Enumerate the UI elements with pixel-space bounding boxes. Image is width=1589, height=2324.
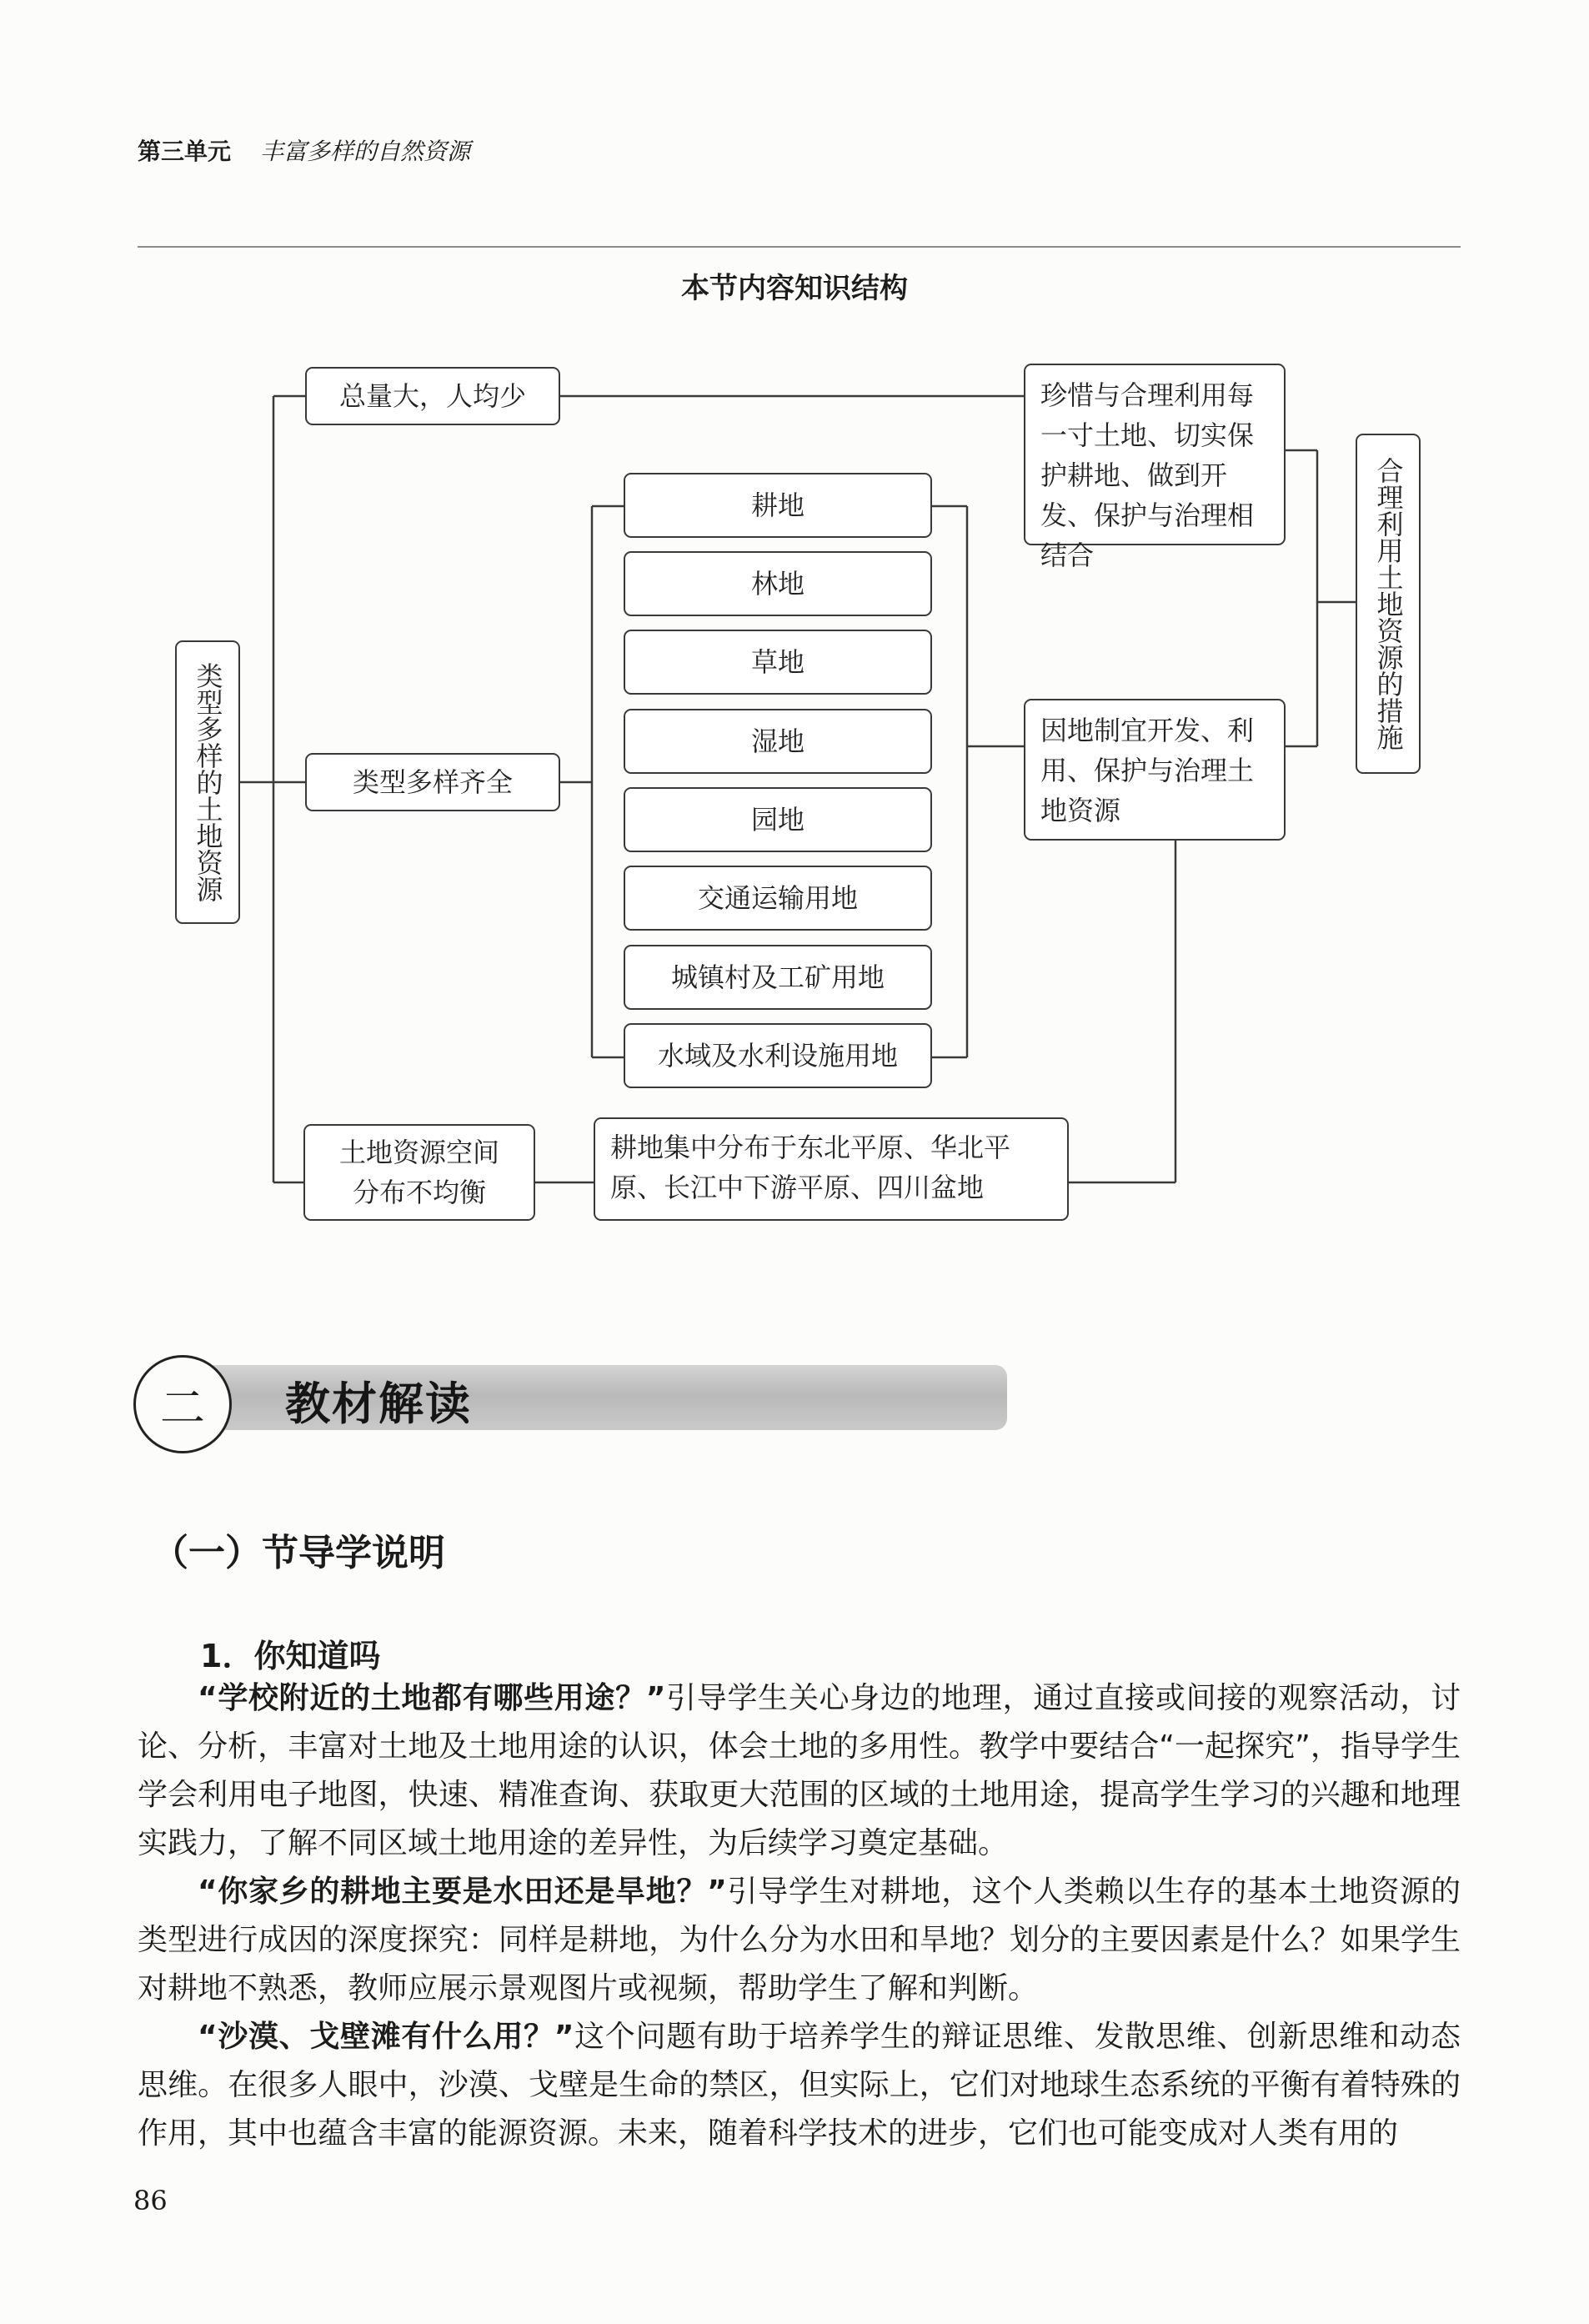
land-type-item: 城镇村及工矿用地 [624,945,932,1010]
subsection-title: （一）节导学说明 [152,1532,445,1574]
root-node: 类型多样的土地资源 [175,640,240,924]
land-type-item: 草地 [624,630,932,695]
diagram-title: 本节内容知识结构 [681,272,908,305]
land-type-item: 水域及水利设施用地 [624,1023,932,1088]
paragraph: “你家乡的耕地主要是水田还是旱地？”引导学生对耕地，这个人类赖以生存的基本土地资源的类型进行成因的深度探究：同样是耕地，为什么分为水田和旱地？划分的主要因素是什么？如果学生对耕地不熟悉，教师应展示景观图片或视频，帮助学生了解和判断。 [138,1875,1461,2005]
paragraph: “学校附近的土地都有哪些用途？”引导学生关心身边的地理，通过直接或间接的观察活动，讨论、分析，丰富对土地及土地用途的认识，体会土地的多用性。教学中要结合“一起探究”，指导学生学会利用电子地图，快速、精准查询、获取更大范围的区域的土地用途，提高学生学习的兴趣和地理实践力，了解不同区域土地用途的差异性，为后续学习奠定基础。 [138,1681,1461,1860]
page-number: 86 [133,2185,168,2216]
branch-distribution: 土地资源空间分布不均衡 [303,1124,535,1221]
measure-protect: 珍惜与合理利用每一寸土地、切实保护耕地、做到开发、保护与治理相结合 [1024,364,1286,545]
land-type-item: 耕地 [624,473,932,538]
branch-types: 类型多样齐全 [305,753,560,811]
conclusion-node: 合理利用土地资源的措施 [1356,434,1421,774]
point-title: 1．你知道吗 [200,1638,381,1674]
land-type-item: 湿地 [624,709,932,774]
land-type-item: 林地 [624,551,932,616]
distribution-detail: 耕地集中分布于东北平原、华北平原、长江中下游平原、四川盆地 [594,1117,1069,1221]
section-number-badge: 二 [133,1355,232,1453]
running-header-unit: 第三单元 [138,138,232,165]
running-header-title: 丰富多样的自然资源 [260,138,471,165]
land-type-item: 园地 [624,787,932,852]
section-title: 教材解读 [285,1377,472,1430]
branch-total: 总量大，人均少 [305,367,560,425]
paragraph: “沙漠、戈壁滩有什么用？”这个问题有助于培养学生的辩证思维、发散思维、创新思维和动态思维。在很多人眼中，沙漠、戈壁是生命的禁区，但实际上，它们对地球生态系统的平衡有着特殊的作用，其中也蕴含丰富的能源资源。未来，随着科学技术的进步，它们也可能变成对人类有用的 [138,2020,1461,2151]
measure-adapt: 因地制宜开发、利用、保护与治理土地资源 [1024,699,1286,841]
land-type-item: 交通运输用地 [624,866,932,931]
